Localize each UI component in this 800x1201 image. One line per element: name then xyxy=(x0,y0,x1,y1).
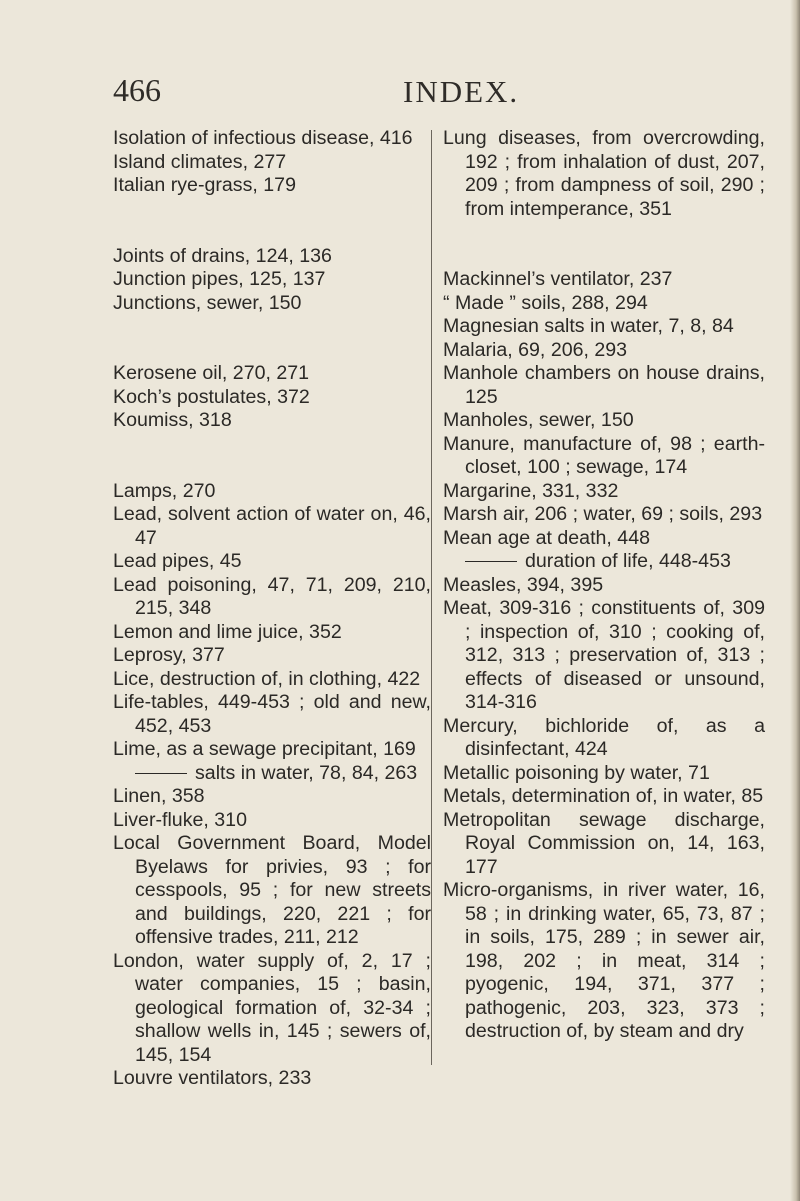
index-entry: Liver-fluke, 310 xyxy=(113,808,247,831)
index-entry: Metallic poisoning by water, 71 xyxy=(443,761,710,784)
index-entry: Mackinnel’s ventilator, 237 xyxy=(443,268,673,290)
index-entry: Island climates, 277 xyxy=(113,150,287,173)
index-entry: Mercury, bichloride of, as a disinfectant, 424 xyxy=(443,714,765,760)
index-entry: Lead pipes, 45 xyxy=(113,550,242,572)
index-entry: Isolation of infectious disease, 416 xyxy=(113,127,413,149)
index-entry: Koumiss, 318 xyxy=(113,409,232,431)
index-entry: Koch’s postulates, 372 xyxy=(113,385,310,408)
index-subentry xyxy=(113,762,431,786)
index-entry: Margarine, 331, 332 xyxy=(443,479,619,502)
index-entry: Malaria, 69, 206, 293 xyxy=(443,338,628,361)
index-subentry-text: duration of life, 448-453 xyxy=(525,550,731,572)
index-entry: Junctions, sewer, 150 xyxy=(113,291,302,314)
left-column xyxy=(113,127,431,1091)
index-entry: Metropolitan sewage discharge, Royal Commission on, 14, 163, 177 xyxy=(443,808,765,878)
index-entry: London, water supply of, 2, 17 ; water companies, 15 ; basin, geological formation of, 32-34 ; shallow wells in, 145 ; sewers of, 145, 154 xyxy=(113,949,431,1066)
page-edge-shadow xyxy=(790,0,800,1201)
index-entry: Life-tables, 449-453 ; old and new, 452, 453 xyxy=(113,691,431,737)
index-entry: Leprosy, 377 xyxy=(113,644,225,666)
index-entry: Junction pipes, 125, 137 xyxy=(113,268,326,290)
index-entry: Manure, manufacture of, 98 ; earth-closet, 100 ; sewage, 174 xyxy=(443,432,765,478)
index-subentry-text: salts in water, 78, 84, 263 xyxy=(195,761,418,784)
index-entry: Magnesian salts in water, 7, 8, 84 xyxy=(443,315,734,337)
index-entry: Manhole chambers on house drains, 125 xyxy=(443,362,765,408)
right-column xyxy=(443,127,765,1044)
index-entry: Mean age at death, 448 xyxy=(443,526,650,549)
index-entry: Lead poisoning, 47, 71, 209, 210, 215, 348 xyxy=(113,573,431,619)
index-entry: Lung diseases, from overcrowding, 192 ; from inhalation of dust, 207, 209 ; from dampness of soil, 290 ; from intemperance, 351 xyxy=(443,127,765,220)
index-entry: Metals, determination of, in water, 85 xyxy=(443,785,764,807)
ditto-rule xyxy=(135,773,187,774)
index-entry: Lemon and lime juice, 352 xyxy=(113,620,342,643)
index-entry: Joints of drains, 124, 136 xyxy=(113,244,332,267)
index-entry: Linen, 358 xyxy=(113,785,205,807)
column-divider xyxy=(431,130,432,1065)
index-entry: Measles, 394, 395 xyxy=(443,573,604,596)
index-entry: Kerosene oil, 270, 271 xyxy=(113,362,310,384)
index-entry: Louvre ventilators, 233 xyxy=(113,1067,312,1089)
running-title: INDEX. xyxy=(403,74,520,109)
index-subentry xyxy=(443,550,765,574)
index-entry: Lice, destruction of, in clothing, 422 xyxy=(113,667,421,690)
index-entry: Lead, solvent action of water on, 46, 47 xyxy=(113,503,431,549)
page-header xyxy=(0,72,800,112)
ditto-rule xyxy=(465,561,517,562)
index-entry: Italian rye-grass, 179 xyxy=(113,174,296,196)
index-entry: Manholes, sewer, 150 xyxy=(443,409,634,431)
index-entry: Micro-organisms, in river water, 16, 58 ; in drinking water, 65, 73, 87 ; in soils, 175, 289 ; in sewer air, 198, 202 ; in meat, 314 ; pyogenic, 194, 371, 377 ; pathogenic, 203, 323, 373 ; destruction of, by steam and dry xyxy=(443,879,765,1042)
index-entry: Meat, 309-316 ; constituents of, 309 ; inspection of, 310 ; cooking of, 312, 313 ; preservation of, 313 ; effects of diseased or unsound, 314-316 xyxy=(443,597,765,713)
index-entry: “ Made ” soils, 288, 294 xyxy=(443,291,648,314)
index-entry: Lime, as a sewage precipitant, 169 xyxy=(113,738,416,760)
page-number: 466 xyxy=(113,72,161,108)
index-entry: Marsh air, 206 ; water, 69 ; soils, 293 xyxy=(443,503,763,525)
index-entry: Local Government Board, Model Byelaws for privies, 93 ; for cesspools, 95 ; for new streets and buildings, 220, 221 ; for offensive trades, 211, 212 xyxy=(113,832,431,948)
index-entry: Lamps, 270 xyxy=(113,479,216,502)
